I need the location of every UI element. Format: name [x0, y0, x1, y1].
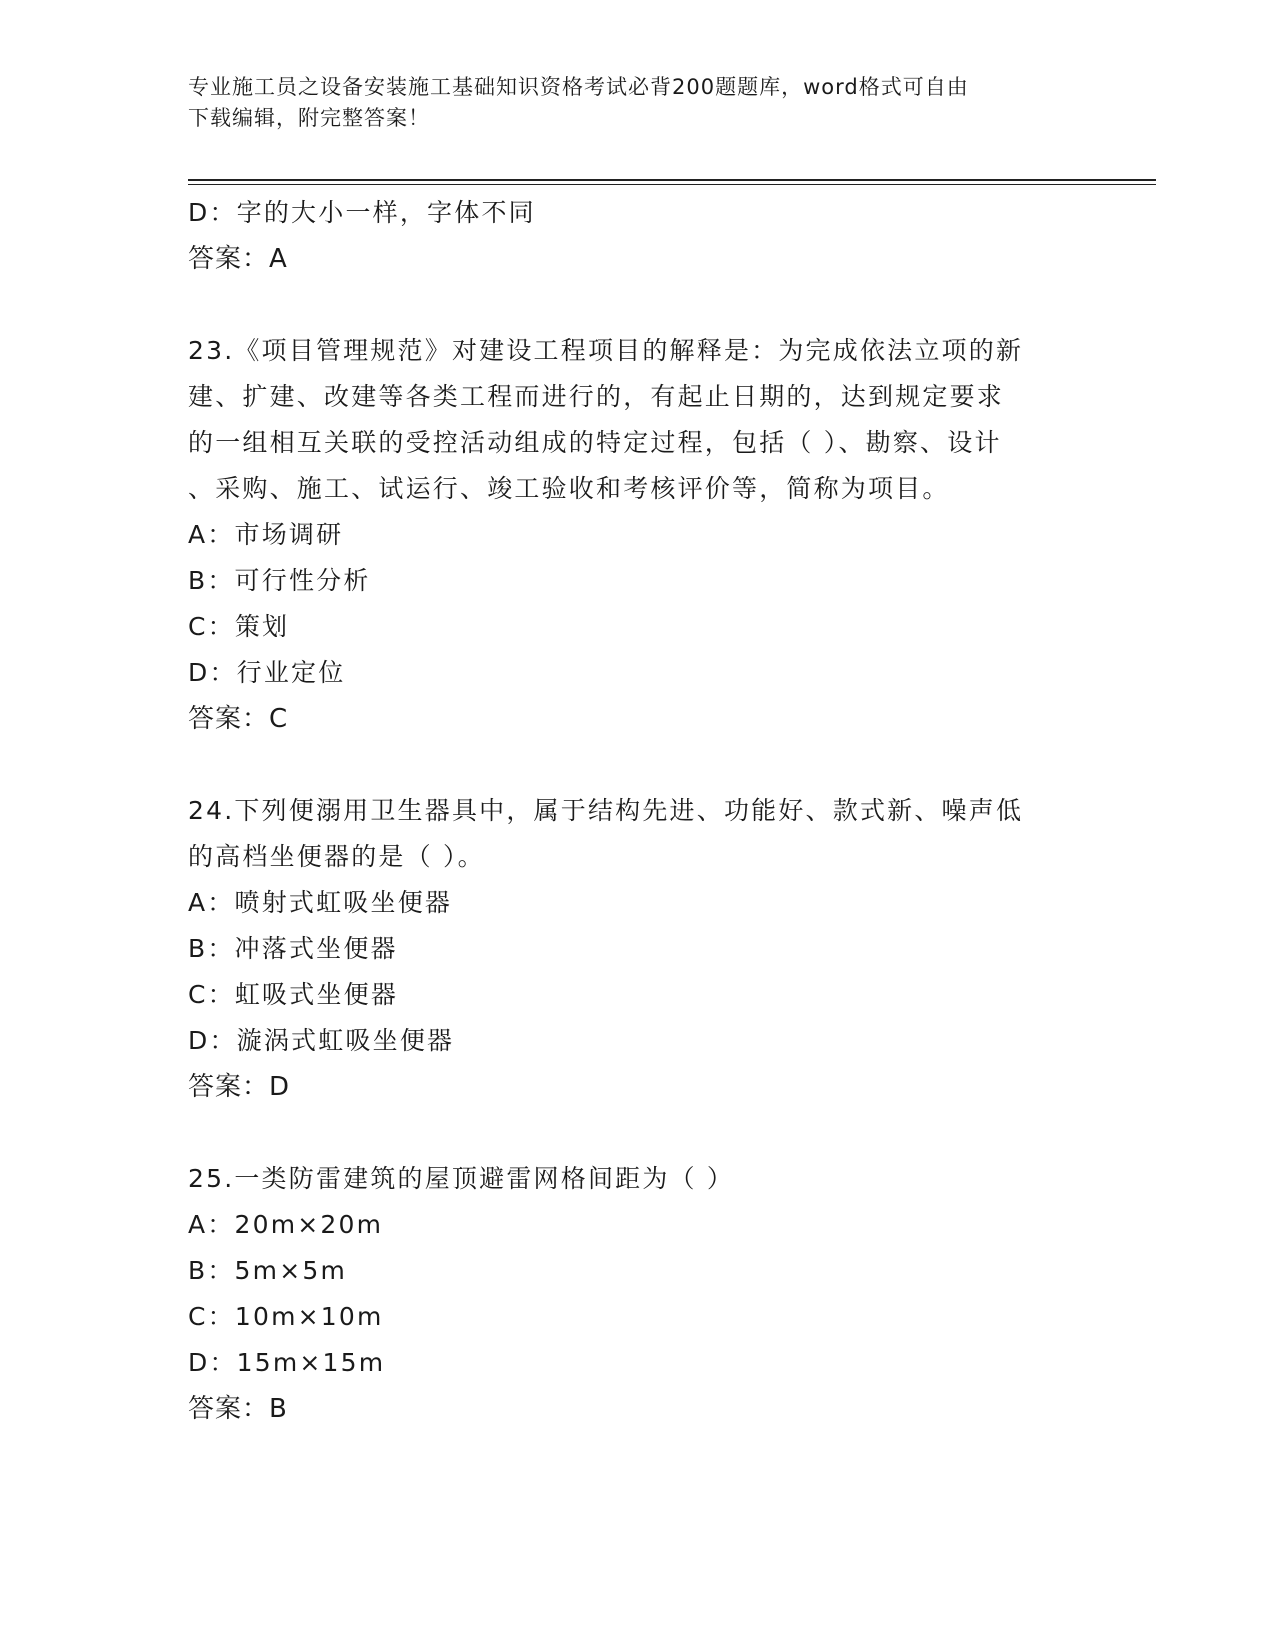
- document-header: [188, 72, 1068, 134]
- answer-line: 答案：B: [188, 1394, 288, 1424]
- question-stem-line: 的高档坐便器的是（ ）。: [188, 842, 485, 871]
- option-b: B：5m×5m: [188, 1256, 348, 1285]
- question-stem-line: 24.下列便溺用卫生器具中，属于结构先进、功能好、款式新、噪声低: [188, 796, 1024, 825]
- option-d: D：行业定位: [188, 658, 346, 687]
- question-24: [188, 788, 1088, 1110]
- question-stem-line: 、采购、施工、试运行、竣工验收和考核评价等，简称为项目。: [188, 474, 950, 503]
- question-list: [188, 190, 1088, 1432]
- question-stem-line: 23.《项目管理规范》对建设工程项目的解释是：为完成依法立项的新: [188, 336, 1024, 365]
- question-23: [188, 328, 1088, 742]
- previous-question-tail: [188, 190, 1088, 282]
- answer-line: 答案：C: [188, 704, 289, 734]
- option-c: C：虹吸式坐便器: [188, 980, 399, 1009]
- answer-line: 答案：D: [188, 1072, 291, 1102]
- option-a: A：喷射式虹吸坐便器: [188, 888, 453, 917]
- option-c: C：策划: [188, 612, 290, 641]
- option-d: D：漩涡式虹吸坐便器: [188, 1026, 455, 1055]
- spacer: [188, 742, 1088, 788]
- spacer: [188, 1110, 1088, 1156]
- question-stem-line: 的一组相互关联的受控活动组成的特定过程，包括（ ）、勘察、设计: [188, 428, 1002, 457]
- option-b: B：冲落式坐便器: [188, 934, 398, 963]
- answer-line: 答案：A: [188, 244, 288, 274]
- header-line-1: 专业施工员之设备安装施工基础知识资格考试必背200题题库，word格式可自由: [188, 75, 969, 99]
- option-b: B：可行性分析: [188, 566, 371, 595]
- header-rule-thick: [188, 179, 1156, 181]
- spacer: [188, 282, 1088, 328]
- header-line-2: 下载编辑，附完整答案！: [188, 106, 430, 130]
- option-c: C：10m×10m: [188, 1302, 384, 1331]
- question-stem-line: 25.一类防雷建筑的屋顶避雷网格间距为（ ）: [188, 1164, 735, 1193]
- option-a: A：市场调研: [188, 520, 344, 549]
- question-stem-line: 建、扩建、改建等各类工程而进行的，有起止日期的，达到规定要求: [188, 382, 1005, 411]
- option-d: D：字的大小一样，字体不同: [188, 198, 536, 227]
- option-d: D：15m×15m: [188, 1348, 386, 1377]
- question-25: [188, 1156, 1088, 1432]
- option-a: A：20m×20m: [188, 1210, 384, 1239]
- header-rule-thin: [188, 184, 1156, 185]
